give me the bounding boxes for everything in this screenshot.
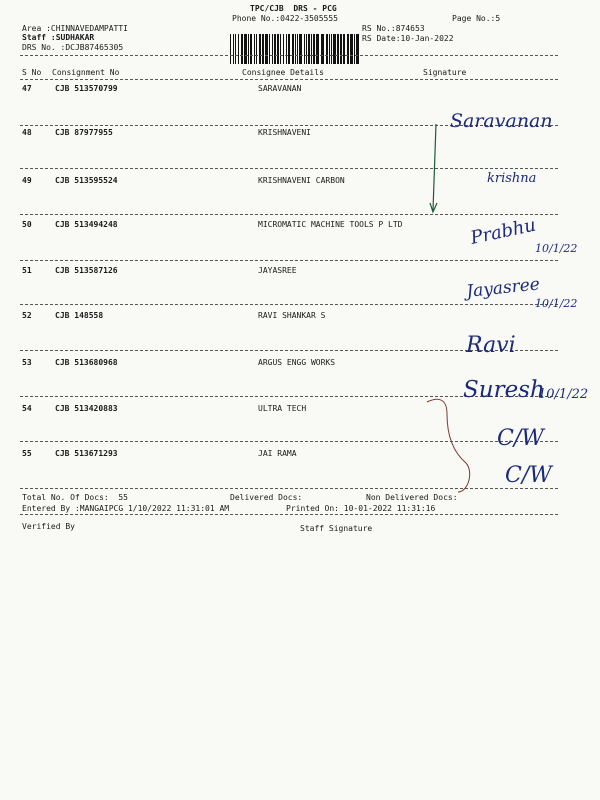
barcode-bar — [286, 34, 287, 64]
annotation-cw: C/W — [497, 426, 544, 451]
row-consignee: ULTRA TECH — [258, 404, 307, 413]
signature-ravi: Ravi — [466, 333, 516, 358]
signature-date: 10/1/22 — [535, 242, 578, 255]
barcode-bar — [347, 34, 349, 64]
row-consignment: CJB 513680968 — [55, 358, 118, 367]
row-sno: 52 — [22, 311, 32, 320]
barcode-bar — [274, 34, 276, 64]
row-sno: 48 — [22, 128, 32, 137]
barcode-bar — [283, 34, 284, 64]
barcode-bar — [250, 34, 252, 64]
signature-saravanan: Saravanan — [450, 110, 553, 132]
barcode-bar — [272, 34, 273, 64]
row-separator — [20, 396, 558, 397]
row-consignee: KRISHNAVENI CARBON — [258, 176, 345, 185]
barcode-bar — [354, 34, 355, 64]
table-row — [0, 449, 600, 461]
row-consignee: JAYASREE — [258, 266, 297, 275]
separator-line — [20, 79, 558, 80]
barcode-bar — [269, 34, 270, 64]
barcode-bar — [333, 34, 336, 64]
annotation-cw: C/W — [505, 463, 552, 488]
verified-by: Verified By — [22, 522, 75, 531]
row-consignment: CJB 148558 — [55, 311, 104, 320]
row-consignment: CJB 513420883 — [55, 404, 118, 413]
delivered-docs: Delivered Docs: — [230, 493, 303, 502]
barcode-bar — [308, 34, 310, 64]
row-consignment: CJB 513671293 — [55, 449, 118, 458]
barcode-bar — [295, 34, 296, 64]
row-sno: 50 — [22, 220, 32, 229]
table-row — [0, 358, 600, 370]
barcode-bar — [288, 34, 290, 64]
barcode-bar — [244, 34, 247, 64]
barcode-bar — [297, 34, 298, 64]
barcode-bar — [329, 34, 330, 64]
table-row — [0, 311, 600, 323]
row-consignment: CJB 513494248 — [55, 220, 118, 229]
col-header-signature: Signature — [423, 68, 467, 77]
barcode-bar — [326, 34, 328, 64]
row-consignee: MICROMATIC MACHINE TOOLS P LTD — [258, 220, 403, 229]
row-sno: 53 — [22, 358, 32, 367]
barcode-bar — [311, 34, 312, 64]
row-sno: 51 — [22, 266, 32, 275]
row-sno: 55 — [22, 449, 32, 458]
row-consignment: CJB 513587126 — [55, 266, 118, 275]
separator-line — [20, 55, 558, 56]
barcode-image — [229, 34, 359, 64]
col-header-consignee: Consignee Details — [242, 68, 324, 77]
barcode-bar — [235, 34, 236, 64]
barcode-bar — [331, 34, 332, 64]
page-number: Page No.:5 — [452, 14, 501, 23]
barcode-bar — [316, 34, 319, 64]
table-row — [0, 220, 600, 232]
barcode-bar — [280, 34, 281, 64]
total-docs: Total No. Of Docs: 55 — [22, 493, 128, 502]
row-consignee: ARGUS ENGG WORKS — [258, 358, 336, 367]
row-separator — [20, 304, 558, 305]
row-sno: 47 — [22, 84, 32, 93]
row-separator — [20, 214, 558, 215]
non-delivered-docs: Non Delivered Docs: — [366, 493, 458, 502]
signature-krishna: krishna — [487, 171, 537, 186]
row-separator — [20, 168, 558, 169]
barcode-bar — [230, 34, 231, 64]
arrow-head — [430, 203, 437, 212]
barcode-bar — [350, 34, 353, 64]
row-separator — [20, 441, 558, 442]
row-consignee: RAVI SHANKAR S — [258, 311, 326, 320]
signature-suresh: Suresh — [463, 377, 545, 403]
table-row — [0, 176, 600, 188]
phone-number: Phone No.:0422-3505555 — [232, 14, 338, 23]
row-consignee: JAI RAMA — [258, 449, 297, 458]
col-header-sno: S No — [22, 68, 42, 77]
barcode-bar — [256, 34, 257, 64]
signature-date: 10/1/22 — [538, 387, 589, 402]
row-separator — [20, 125, 558, 126]
row-separator — [20, 350, 558, 351]
row-consignee: SARAVANAN — [258, 84, 302, 93]
area-label: Area :CHINNAVEDAMPATTI — [22, 24, 128, 33]
rs-date: RS Date:10-Jan-2022 — [362, 34, 454, 43]
row-separator — [20, 260, 558, 261]
entered-by: Entered By :MANGAIPCG 1/10/2022 11:31:01 AM — [22, 504, 230, 513]
printed-on: Printed On: 10-01-2022 11:31:16 — [286, 504, 436, 513]
row-consignee: KRISHNAVENI — [258, 128, 311, 137]
staff-signature-label: Staff Signature — [300, 524, 373, 533]
signature-jayasree: Jayasree — [465, 274, 541, 302]
barcode-bar — [340, 34, 342, 64]
barcode-bar — [321, 34, 324, 64]
barcode-bar — [254, 34, 255, 64]
barcode-bar — [259, 34, 261, 64]
barcode-bar — [304, 34, 305, 64]
row-consignment: CJB 87977955 — [55, 128, 113, 137]
barcode-bar — [262, 34, 264, 64]
row-separator — [20, 488, 558, 489]
barcode-bar — [306, 34, 307, 64]
drs-number: DRS No. :DCJB87465305 — [22, 43, 124, 52]
col-header-consignment: Consignment No — [52, 68, 120, 77]
table-row — [0, 266, 600, 278]
barcode-bar — [356, 34, 359, 64]
signature-prabhu: Prabhu — [468, 214, 538, 249]
row-sno: 54 — [22, 404, 32, 413]
barcode-bar — [233, 34, 234, 64]
barcode-bar — [337, 34, 339, 64]
barcode-bar — [313, 34, 315, 64]
row-consignment: CJB 513595524 — [55, 176, 118, 185]
barcode-bar — [238, 34, 239, 64]
table-row — [0, 128, 600, 140]
barcode-bar — [277, 34, 279, 64]
barcode-bar — [299, 34, 302, 64]
table-row — [0, 404, 600, 416]
table-row — [0, 84, 600, 96]
barcode-bar — [248, 34, 249, 64]
barcode-bar — [241, 34, 243, 64]
separator-line — [20, 514, 558, 515]
barcode-bar — [343, 34, 345, 64]
barcode-bar — [292, 34, 294, 64]
row-consignment: CJB 513570799 — [55, 84, 118, 93]
staff-label: Staff :SUDHAKAR — [22, 33, 95, 42]
rs-number: RS No.:874653 — [362, 24, 425, 33]
barcode-bar — [265, 34, 268, 64]
document-title: TPC/CJB DRS - PCG — [250, 4, 337, 13]
signature-date: 10/1/22 — [535, 297, 578, 310]
row-sno: 49 — [22, 176, 32, 185]
